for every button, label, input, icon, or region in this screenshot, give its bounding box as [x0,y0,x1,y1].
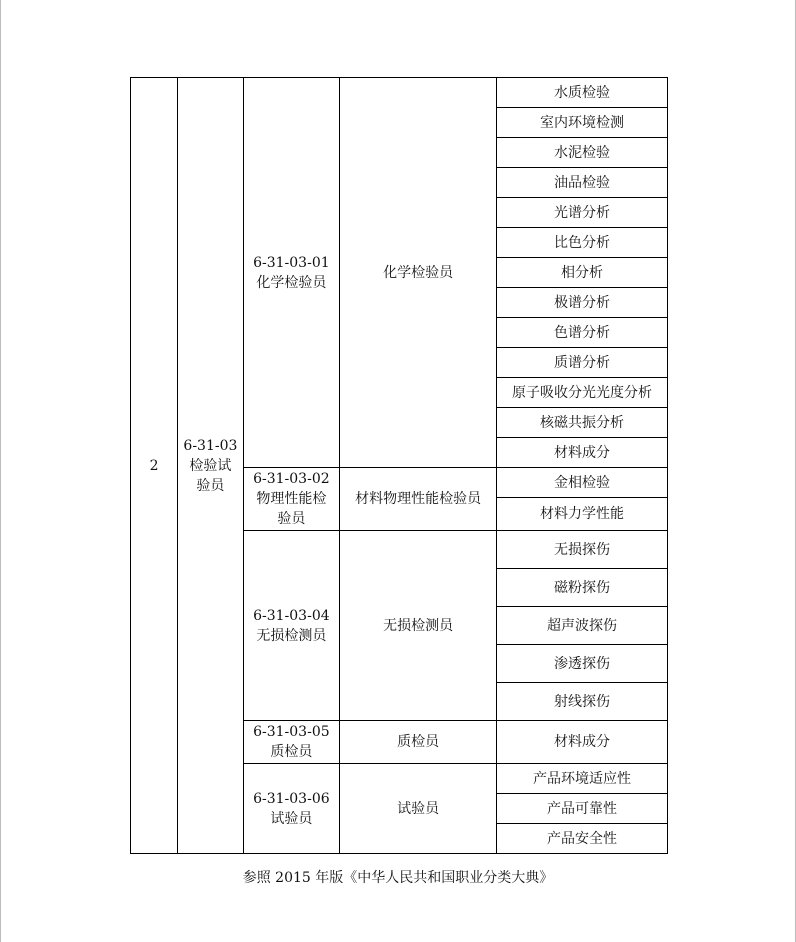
source-caption: 参照 2015 年版《中华人民共和国职业分类大典》 [242,870,554,886]
occupation-classification-table [130,77,668,854]
work-item-cell: 比色分析 [497,228,668,258]
occupation-name: 无损检测员 [256,627,327,644]
group-cell [178,78,243,854]
work-item-cell: 材料成分 [497,438,668,468]
occupation-title-cell: 材料物理性能检验员 [340,468,497,531]
work-item-cell: 极谱分析 [497,288,668,318]
occupation-code-cell [243,531,340,721]
occupation-code: 6-31-03-04 [253,607,330,624]
work-item-cell: 室内环境检测 [497,108,668,138]
occupation-code-cell [243,721,340,764]
work-item-cell: 金相检验 [497,468,668,498]
work-item-cell: 无损探伤 [497,531,668,569]
work-item-cell: 色谱分析 [497,318,668,348]
occupation-name: 质检员 [270,744,313,760]
occupation-code: 6-31-03-05 [253,724,330,740]
page-edge-left [0,0,1,942]
work-item-cell: 质谱分析 [497,348,668,378]
occupation-name: 物理性能检 [256,491,327,507]
work-item-cell: 水质检验 [497,78,668,108]
occupation-code: 6-31-03-01 [253,254,330,271]
occupation-title-cell: 化学检验员 [340,78,497,468]
group-name-line2: 验员 [196,477,225,494]
work-item-cell: 原子吸收分光光度分析 [497,378,668,408]
occupation-title-cell: 质检员 [340,721,497,764]
work-item-cell: 射线探伤 [497,683,668,721]
occupation-code: 6-31-03-06 [253,790,330,807]
work-item-cell: 光谱分析 [497,198,668,228]
occupation-name: 验员 [277,511,306,527]
occupation-code-cell [243,78,340,468]
work-item-cell: 相分析 [497,258,668,288]
occupation-title-cell: 无损检测员 [340,531,497,721]
work-item-cell: 渗透探伤 [497,645,668,683]
work-item-cell: 产品环境适应性 [497,764,668,794]
work-item-cell: 产品安全性 [497,824,668,854]
sequence-number-cell: 2 [131,78,178,854]
work-item-cell: 水泥检验 [497,138,668,168]
occupation-name: 试验员 [270,810,313,827]
work-item-cell: 油品检验 [497,168,668,198]
work-item-cell: 核磁共振分析 [497,408,668,438]
work-item-cell: 产品可靠性 [497,794,668,824]
occupation-code-cell [243,468,340,531]
occupation-code-cell [243,764,340,854]
table-row [131,78,668,108]
work-item-cell: 磁粉探伤 [497,569,668,607]
occupation-code: 6-31-03-02 [253,471,330,487]
group-name-line1: 检验试 [189,457,232,474]
occupation-name: 化学检验员 [256,274,327,291]
work-item-cell: 超声波探伤 [497,607,668,645]
occupation-title-cell: 试验员 [340,764,497,854]
work-item-cell: 材料力学性能 [497,498,668,531]
group-code: 6-31-03 [183,437,238,454]
work-item-cell: 材料成分 [497,721,668,764]
